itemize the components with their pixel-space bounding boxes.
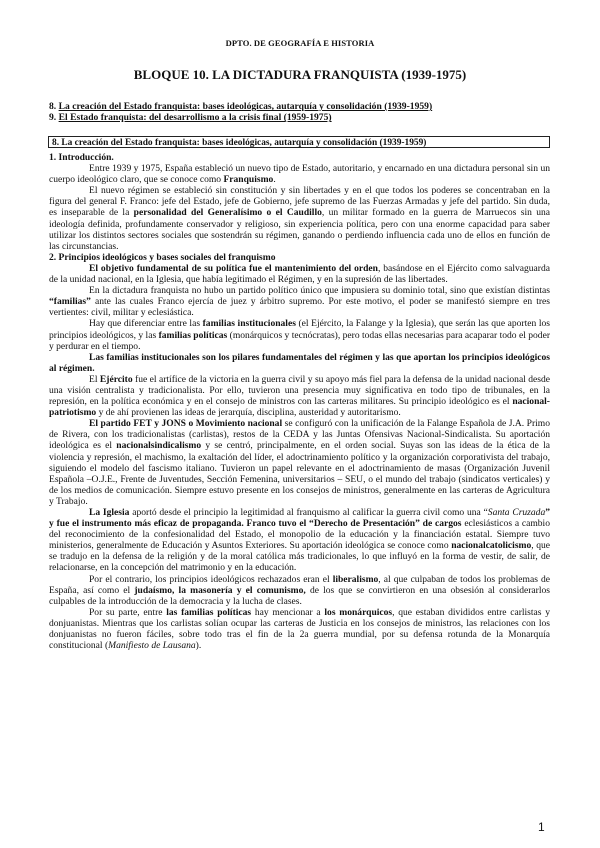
paragraph: El Ejército fue el artífice de la victoria en la guerra civil y su apoyo más fiel para la defensa de la unidad nacional desde una visión centralista y tradicionalista. Por ello, tuvieron una presencia muy significativa en todo tipo de tribunales, en la represión, en la política económica y en el consejo de ministros con las carteras militares. Su principio ideológico es el nacional- patriotismo y de ahí provienen las ideas de jerarquía, disciplina, austeridad y autoritarismo. <box>49 373 550 419</box>
paragraph: Por su parte, entre las familias políticas hay mencionar a los monárquicos, que estaban divididos entre carlistas y donjuanistas. Mientras que los carlistas solían ocupar las carteras de Justicia en los consejos de ministros, las relaciones con los donjuanistas no fueron fáciles, sobre todo tras el fin de la 2a guerra mundial, por su defensa rotunda de la Monarquía constitucional (Manifiesto de Lausana). <box>49 606 550 652</box>
section-title-box: 8. La creación del Estado franquista: bases ideológicas, autarquía y consolidación (1939-1959) <box>48 136 550 148</box>
toc-item-link[interactable]: La creación del Estado franquista: bases ideológicas, autarquía y consolidación (1939-1959) <box>58 101 433 112</box>
page-title: BLOQUE 10. LA DICTADURA FRANQUISTA (1939-1975) <box>133 67 467 82</box>
toc-item <box>49 101 432 112</box>
department-header: DPTO. DE GEOGRAFÍA E HISTORIA <box>225 38 375 48</box>
page-number: 1 <box>538 820 545 834</box>
table-of-contents <box>49 101 432 124</box>
main-content <box>49 152 550 651</box>
paragraph: En la dictadura franquista no hubo un partido político único que impusiera su dominio total, sino que existían distintas “familias” ante las cuales Franco ejercía de juez y árbitro supremo. Por este motivo, el poder se manifestó siempre en tres vertientes: civil, militar y eclesiástica. <box>49 285 550 319</box>
toc-item-number: 9. <box>49 112 57 124</box>
section-heading: 1. Introducción. <box>49 152 114 163</box>
paragraph: Entre 1939 y 1975, España estableció un nuevo tipo de Estado, autoritario, y encarnado en una dictadura personal sin un cuerpo ideológico claro, que se conoce como Franquismo. <box>49 163 550 186</box>
paragraph: Hay que diferenciar entre las familias institucionales (el Ejército, la Falange y la Iglesia), que serán las que aporten los principios ideológicos, y las familias políticas (monárquicos y tecnócratas), pero todas ellas necesarias para acaparar todo el poder y perdurar en el tiempo. <box>49 318 550 352</box>
paragraph: El partido FET y JONS o Movimiento nacional se configuró con la unificación de la Falange Española de J.A. Primo de Rivera, con los tradicionalistas (carlistas), restos de la CEDA y las Juntas Ofensivas Nacional-Sindicalista. Su aportación ideológica es el nacionalsindicalismo y se centró, principalmente, en el orden social. Suyas son las ideas de la ética de la violencia y represión, el machismo, la exaltación del líder, el adoctrinamiento político y la organización corporativista del trabajo, siguiendo el modelo del fascismo italiano. Tuvieron un papel relevante en el adoctrinamiento de masas (Organización Juvenil Española –O.J.E., Frente de Juventudes, Sección Femenina, universitarios – SEU, o el mundo del trabajo (sindicatos verticales) y de los medios de comunicación. Siempre estuvo presente en los consejos de ministros, generalmente en las carteras de Agricultura y Trabajo. <box>49 418 550 507</box>
paragraph: Por el contrario, los principios ideológicos rechazados eran el liberalismo, al que culpaban de todos los problemas de España, así como el judaísmo, la masonería y el comunismo, de los que se convirtieron en una obsesión al considerarlos culpables de la introducción de la democracia y la lucha de clases. <box>49 573 550 607</box>
paragraph: El nuevo régimen se estableció sin constitución y sin libertades y en el que todos los poderes se concentraban en la figura del general F. Franco: jefe del Estado, jefe de Gobierno, jefe supremo de las Fuerzas Armadas y jefe del partido. Sin duda, es inseparable de la personalidad del Generalísimo o el Caudillo, un militar formado en la guerra de Marruecos sin una ideología definida, profundamente conservador y religioso, sin experiencia política, pero con una enorme capacidad para saber utilizar los distintos sectores sociales que sostendrán su régimen, ganando o perdiendo influencia cada uno de ellos en función de las circunstancias. <box>49 185 550 252</box>
toc-item <box>49 112 432 123</box>
section-heading: 2. Principios ideológicos y bases sociales del franquismo <box>49 251 276 263</box>
toc-item-number: 8. <box>49 101 57 112</box>
paragraph: La Iglesia aportó desde el principio la legitimidad al franquismo al calificar la guerra civil como una “Santa Cruzada” y fue el instrumento más eficaz de propaganda. Franco tuvo el “Derecho de Presentación” de cargos eclesiásticos a cambio del reconocimiento de la confesionalidad del Estado, el monopolio de la educación y la financiación estatal. Siempre tuvo ministerios, generalmente de Educación y Asuntos Exteriores. Su aportación ideológica se conoce como nacionalcatolicismo, que se tradujo en la defensa de la religión y de la moral católica más tradicionales, lo que influyó en la forma de vestir, de salir, de relacionarse, en la concepción del matrimonio y en la educación. <box>49 507 551 574</box>
paragraph: Las familias institucionales son los pilares fundamentales del régimen y las que aportan los principios ideológicos al régimen. <box>49 351 550 374</box>
paragraph: El objetivo fundamental de su política fue el mantenimiento del orden, basándose en el Ejército como salvaguarda de la unidad nacional, en la Iglesia, que había legitimado el Régimen, y en la supresión de las libertades. <box>49 262 550 286</box>
toc-item-link[interactable]: El Estado franquista: del desarrollismo a la crisis final (1959-1975) <box>58 112 332 124</box>
